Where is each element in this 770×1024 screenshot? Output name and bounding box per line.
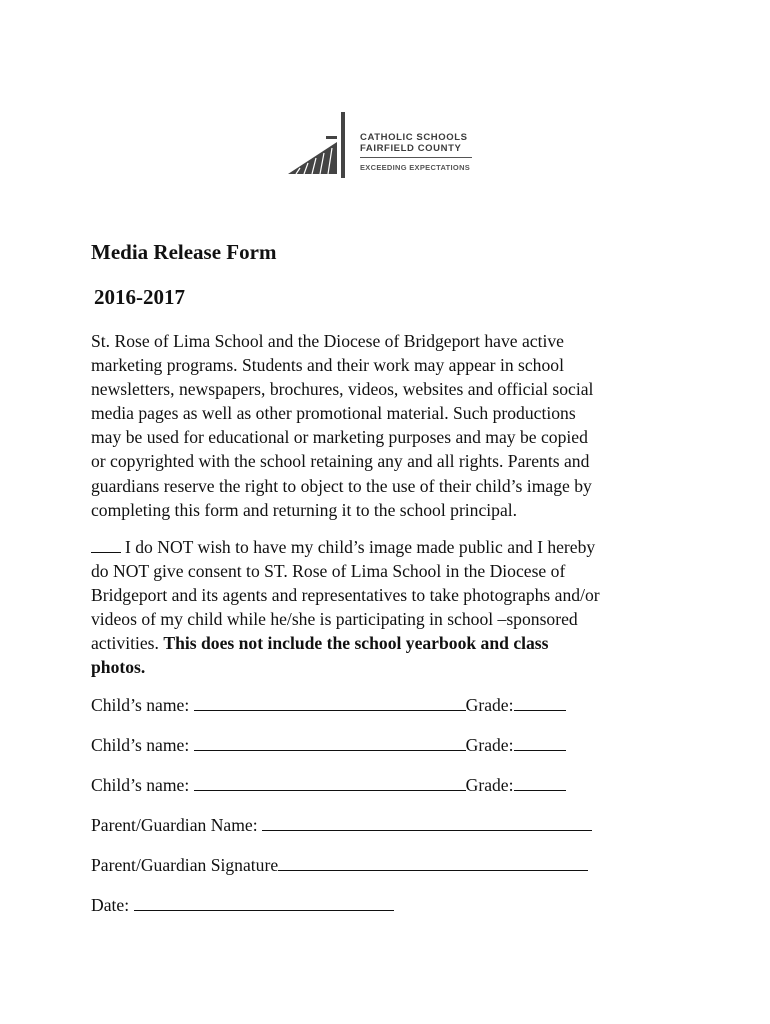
parent-name-label: Parent/Guardian Name: [91, 815, 258, 835]
grade-label: Grade: [465, 775, 514, 795]
parent-name-row [91, 813, 592, 836]
school-year: 2016-2017 [94, 285, 185, 309]
intro-line: media pages as well as other promotional material. Such productions [91, 403, 576, 424]
parent-name-field[interactable] [262, 813, 592, 831]
opt-out-text: activities. [91, 633, 159, 654]
intro-line: guardians reserve the right to object to the use of their child’s image by [91, 475, 592, 496]
intro-line: or copyrighted with the school retaining any and all rights. Parents and [91, 451, 590, 472]
child-name-field-1[interactable] [194, 693, 466, 711]
grade-label: Grade: [465, 735, 514, 755]
intro-line: completing this form and returning it to the school principal. [91, 499, 518, 520]
intro-line: marketing programs. Students and their work may appear in school [91, 355, 564, 376]
opt-out-line: Bridgeport and its agents and representatives to take photographs and/or [91, 585, 600, 606]
parent-signature-field[interactable] [278, 853, 588, 871]
opt-out-line-5 [91, 631, 691, 655]
logo-line-fairfield-county: FAIRFIELD COUNTY [360, 143, 462, 154]
opt-out-checkbox-blank[interactable] [91, 537, 121, 553]
logo-divider [360, 157, 472, 158]
grade-field-2[interactable] [514, 733, 566, 751]
diocese-cross-logo-icon [288, 112, 358, 178]
date-row [91, 893, 394, 916]
opt-out-line: do NOT give consent to ST. Rose of Lima School in the Diocese of [91, 561, 566, 582]
logo-wordmark [360, 132, 472, 173]
opt-out-line-6 [91, 655, 691, 679]
parent-signature-row [91, 853, 588, 876]
opt-out-line-1 [91, 535, 691, 559]
yearbook-exclusion-note: This does not include the school yearbook and class [163, 633, 549, 654]
grade-field-1[interactable] [514, 693, 566, 711]
date-field[interactable] [134, 893, 394, 911]
child-name-field-2[interactable] [194, 733, 466, 751]
intro-line: St. Rose of Lima School and the Diocese of Bridgeport have active [91, 331, 564, 351]
grade-field-3[interactable] [514, 773, 566, 791]
grade-label: Grade: [465, 695, 514, 715]
logo-tagline: EXCEEDING EXPECTATIONS [360, 163, 471, 172]
opt-out-line: videos of my child while he/she is participating in school –sponsored [91, 609, 578, 630]
intro-line: newsletters, newspapers, brochures, videos, websites and official social [91, 379, 594, 400]
child-name-row-1 [91, 693, 566, 716]
child-name-field-3[interactable] [194, 773, 466, 791]
opt-out-text: I do NOT wish to have my child’s image made public and I hereby [125, 537, 596, 557]
catholic-schools-logo [288, 112, 488, 178]
parent-signature-label: Parent/Guardian Signature [91, 855, 279, 875]
opt-out-paragraph [91, 535, 691, 680]
child-name-label: Child’s name: [91, 775, 190, 795]
child-name-row-2 [91, 733, 566, 756]
logo-line-catholic-schools: CATHOLIC SCHOOLS [360, 132, 468, 143]
child-name-row-3 [91, 773, 566, 796]
date-label: Date: [91, 895, 130, 915]
child-name-label: Child’s name: [91, 695, 190, 715]
child-name-label: Child’s name: [91, 735, 190, 755]
intro-line: may be used for educational or marketing purposes and may be copied [91, 427, 588, 448]
intro-paragraph [91, 329, 691, 522]
form-title: Media Release Form [91, 240, 277, 264]
yearbook-exclusion-note-end: photos. [91, 657, 146, 678]
